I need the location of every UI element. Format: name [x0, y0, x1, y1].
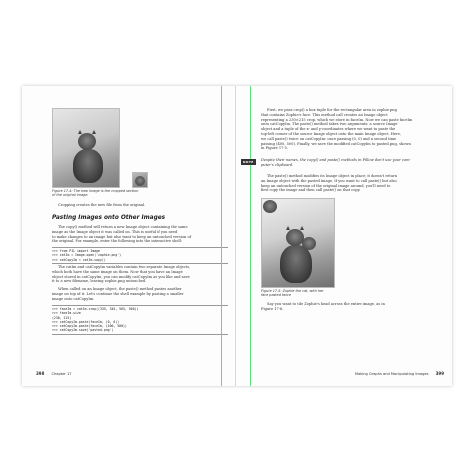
cat-body [280, 245, 312, 283]
text-line: The catIm and catCopyIm variables contain two separate Image objects, [58, 265, 191, 269]
book-spread [22, 86, 452, 386]
paragraph: Cropping creates the new file from the original. [58, 203, 146, 207]
caption-line: face pasted twice [261, 293, 291, 298]
text-line: image on top of it. Let's continue the shell example by pasting a smaller [52, 291, 184, 296]
note-text [261, 158, 439, 168]
left-folio [36, 371, 72, 376]
code-line: >>> from PIL import Image [52, 249, 100, 253]
paragraph-copy-method [52, 225, 228, 244]
right-folio [355, 371, 444, 376]
text-line: that contains Zophie's face. This method call creates an Image object [261, 112, 388, 117]
figure-17-5-caption [261, 289, 381, 298]
chapter-label: Chapter 17 [51, 372, 72, 376]
cat-ear-left [78, 130, 82, 134]
text-line: keep an untouched version of the original image around, you'll need to [261, 183, 391, 188]
text-line: The paste() method modifies its Image object in place; it doesn't return [267, 174, 398, 178]
text-line: image as the Image object it was called on. This is useful if you need [52, 229, 178, 234]
code-line: >>> catCopyIm = catIm.copy() [52, 257, 106, 262]
text-line: object stored in catCopyIm, you can modify catCopyIm as you like and save [52, 274, 190, 279]
cat-head [78, 133, 96, 150]
text-line: to make changes to an image but also want to keep an untouched version of [52, 234, 191, 239]
code-line: (230, 215) [52, 315, 72, 320]
cat-ear-right [300, 226, 304, 230]
note-badge: NOTE [243, 159, 254, 164]
text-line: onto catCopyIm. The paste() method takes two arguments: a source Image [261, 122, 398, 127]
text-line: Despite their names, the copy() and paste() methods in Pillow don't use your com- [261, 158, 411, 162]
text-line: image onto catCopyIm. [52, 296, 95, 301]
gutter-marker-left [221, 86, 222, 386]
code-line: >>> catCopyIm.paste(faceIm, (400, 500)) [52, 324, 127, 329]
pasted-cat-head-top-left [263, 200, 277, 213]
text-line: When called on an Image object, the paste() method pastes another [58, 287, 182, 291]
code-block-paste [52, 305, 228, 335]
text-line: passing (400, 500). Finally, we save the modified catCopyIm to pasted.png, shown [261, 141, 411, 146]
text-line: Figure 17-6. [261, 306, 284, 311]
code-line: >>> faceIm.size [52, 311, 81, 316]
text-line: The copy() method will return a new Image object containing the same [58, 225, 188, 229]
text-line: Say you want to tile Zophie's head across the entire image, as in [267, 302, 385, 306]
cat-ear-right [92, 130, 96, 134]
page-number: 398 [36, 371, 45, 376]
right-page [239, 86, 452, 386]
code-block-copy [52, 247, 228, 264]
text-line: we call paste() twice on catCopyIm: once passing (0, 0) and a second time [261, 136, 397, 141]
caption-line: Figure 17-4: The new image is the cropped section [52, 189, 139, 193]
cat-body [73, 149, 103, 183]
text-line: top-left corner of the source Image object onto the main Image object. Here, [261, 131, 401, 136]
cropped-cat-head [135, 176, 145, 186]
paragraph-separate-objects [52, 265, 228, 284]
paragraph-paste-in-place [261, 174, 439, 193]
page-number: 399 [435, 371, 444, 376]
paragraph-paste-method [52, 287, 228, 301]
code-line: >>> catCopyIm.save('pasted.png') [52, 328, 114, 333]
paragraph-crop-explained [261, 108, 439, 151]
code-line: >>> catCopyIm.paste(faceIm, (0, 0)) [52, 319, 120, 324]
pasted-cat-head-center [302, 237, 316, 250]
text-line: first copy the image and then call paste() on that copy. [261, 188, 361, 193]
left-page [22, 86, 236, 386]
text-line: puter's clipboard. [261, 162, 294, 167]
chapter-title-label: Making Graphs and Manipulating Images [354, 372, 429, 376]
caption-line: of the original image. [52, 193, 89, 198]
text-line: the original. For example, enter the following into the interactive shell: [52, 239, 182, 244]
figure-17-4-cropped-photo [132, 172, 148, 188]
figure-17-4-caption [52, 189, 172, 198]
section-heading: Pasting Images onto Other Images [52, 215, 166, 221]
figure-17-5-pasted-photo [261, 198, 335, 288]
caption-line: Figure 17-5: Zophie the cat, with her [261, 289, 324, 293]
text-line: representing a 230×215 crop, which we store in faceIm. Now we can paste faceIm [261, 117, 413, 122]
text-line: it to a new filename, leaving zophie.png untouched. [52, 279, 147, 284]
text-line: an Image object with the pasted image. If you want to call paste() but also [261, 178, 397, 183]
paragraph-tile-head [261, 302, 439, 312]
text-line: which both have the same image on them. Now that you have an Image [52, 269, 183, 274]
code-line: >>> catIm = Image.open('zophie.png') [52, 253, 122, 258]
figure-17-4-original-photo [52, 108, 120, 188]
text-line: object and a tuple of the x- and y-coordinates where we want to paste the [261, 127, 396, 132]
code-line: >>> faceIm = catIm.crop((335, 345, 565, 560)) [52, 307, 139, 311]
text-line: First, we pass crop() a box tuple for the rectangular area in zophie.png [267, 108, 397, 112]
text-line: in Figure 17-5. [261, 146, 289, 151]
cat-ear-left [286, 226, 290, 230]
